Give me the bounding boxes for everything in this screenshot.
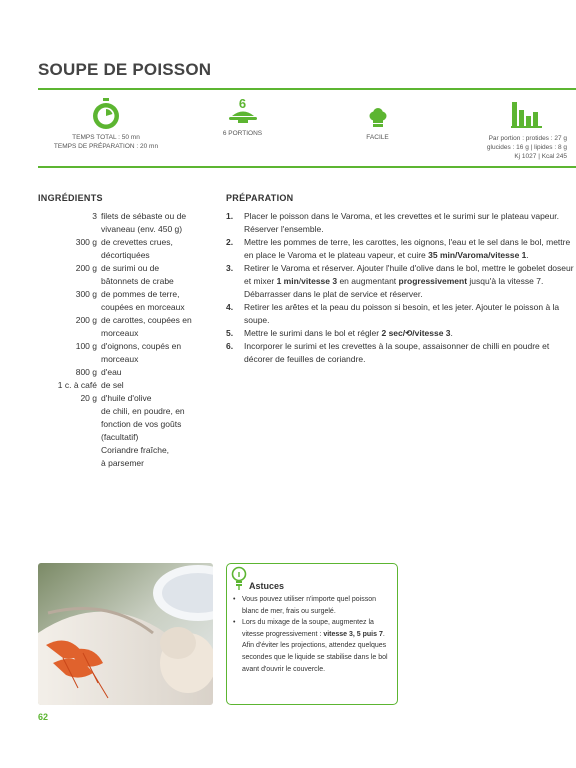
bullet-icon: •: [233, 596, 236, 603]
text-segment: 1 min: [276, 276, 299, 286]
preparation-step: [226, 262, 576, 301]
step-text: [244, 340, 576, 366]
page-number: 62: [38, 712, 49, 722]
ingredient-text: d'huile d'olive: [101, 393, 152, 403]
text-segment: ⟲: [405, 328, 413, 338]
tips-list: [233, 594, 393, 675]
text-segment: /: [298, 276, 302, 286]
preparation-step: [226, 236, 576, 262]
step-number: 3.: [226, 263, 234, 273]
text-segment: Mettre les pommes de terre, les carottes, les oignons, l'eau et le sel dans le bol, mettre en place le Varoma et le plateau vapeur, et cuire: [244, 237, 571, 260]
dish-photo: [38, 563, 213, 705]
text-segment: . Afin d'éviter les projections, attendez quelques secondes que le liquide se stabilise dans le bol avant d'ouvrir le couvercle.: [242, 630, 388, 673]
tips-title: Astuces: [249, 581, 285, 591]
ingredient-quantity: 200 g: [75, 263, 97, 273]
step-number: 2.: [226, 237, 234, 247]
step-text: [244, 236, 576, 262]
info-divider: [38, 166, 576, 168]
ingredient-row: [38, 366, 218, 379]
preparation-step: [226, 340, 576, 366]
ingredient-text: de surimi ou de bâtonnets de crabe: [101, 263, 174, 286]
ingredient-text: filets de sébaste ou de vivaneau (env. 450 g): [101, 211, 187, 234]
text-segment: vitesse 3: [301, 276, 338, 286]
time-info: [40, 98, 172, 151]
ingredient-quantity: [38, 444, 101, 470]
preparation-steps: [226, 210, 576, 366]
text-segment: progressivement: [398, 276, 468, 286]
ingredient-quantity: 300 g: [75, 237, 97, 247]
ingredient-quantity: 3: [92, 211, 97, 221]
recipe-title: SOUPE DE POISSON: [38, 60, 212, 79]
text-segment: Incorporer le surimi et les crevettes à la soupe, assaisonner de chilli en poudre et décorer de feuilles de coriandre.: [244, 341, 550, 364]
text-segment: 2 sec/: [381, 328, 406, 338]
step-number: 5.: [226, 328, 234, 338]
ingredient-text: de crevettes crues, décortiquées: [101, 237, 173, 260]
ingredient-text: de pommes de terre, coupées en morceaux: [101, 289, 185, 312]
ingredient-row: [38, 405, 218, 444]
ingredient-text: de chili, en poudre, en fonction de vos goûts (facultatif): [101, 406, 185, 442]
text-segment: en augmentant: [337, 276, 399, 286]
total-time: TEMPS TOTAL : 50 mn: [72, 134, 140, 141]
ingredient-row: [38, 392, 218, 405]
ingredient-row: [38, 379, 218, 392]
chef-hat-icon: [368, 108, 388, 128]
tip-item: [233, 617, 393, 675]
nutrition-line-3: Kj 1027 | Kcal 245: [514, 153, 567, 160]
ingredient-row: [38, 262, 218, 288]
bar-chart-icon: [511, 100, 543, 128]
text-segment: .: [526, 250, 529, 260]
stopwatch-icon: [92, 98, 120, 130]
dish-icon: [228, 110, 258, 124]
tip-text: [242, 617, 393, 675]
step-number: 1.: [226, 211, 234, 221]
ingredient-text: d'oignons, coupés en morceaux: [101, 341, 182, 364]
ingredient-row: [38, 236, 218, 262]
portions-label: 6 PORTIONS: [222, 130, 263, 137]
top-divider: [38, 88, 576, 90]
step-number: 4.: [226, 302, 234, 312]
ingredient-quantity: 20 g: [80, 393, 97, 403]
nutrition-line-2: glucides : 16 g | lipides : 8 g: [486, 144, 567, 151]
text-segment: Lors du mixage de la soupe, augmentez la vitesse progressivement :: [242, 619, 374, 638]
bullet-icon: •: [233, 619, 236, 627]
step-number: 6.: [226, 341, 234, 351]
ingredient-text: Coriandre fraîche, à parsemer: [101, 445, 170, 468]
text-segment: /vitesse 3: [412, 328, 451, 338]
ingredient-text: d'eau: [101, 367, 122, 377]
tip-item: [233, 594, 393, 617]
preparation-step: [226, 327, 576, 340]
step-text: [244, 210, 576, 236]
fish-seafood-image: [38, 563, 213, 705]
ingredient-quantity: 300 g: [75, 289, 97, 299]
portions-number: 6: [238, 96, 247, 111]
preparation-heading: PRÉPARATION: [226, 193, 294, 203]
ingredient-quantity: 800 g: [75, 367, 97, 377]
portions-info: [205, 98, 280, 138]
nutrition-info: [455, 100, 567, 161]
ingredient-quantity: 100 g: [75, 341, 97, 351]
tips-box: [226, 563, 398, 705]
ingredient-text: de carottes, coupées en morceaux: [101, 315, 192, 338]
ingredient-quantity: [38, 405, 101, 444]
text-segment: Placer le poisson dans le Varoma, et les crevettes et le surimi sur le plateau vapeur. Réserver l'ensemble.: [244, 211, 559, 234]
difficulty-label: FACILE: [366, 134, 389, 141]
ingredient-row: [38, 340, 218, 366]
ingredient-row: [38, 444, 218, 470]
ingredient-row: [38, 210, 218, 236]
text-segment: vitesse 3, 5 puis 7: [323, 630, 383, 638]
preparation-step: [226, 210, 576, 236]
text-segment: Vous pouvez utiliser n'importe quel poisson blanc de mer, frais ou surgelé.: [242, 596, 377, 615]
text-segment: .: [450, 328, 453, 338]
preparation-step: [226, 301, 576, 327]
ingredient-text: de sel: [101, 380, 124, 390]
ingredient-quantity: 200 g: [75, 315, 97, 325]
ingredient-row: [38, 288, 218, 314]
ingredients-heading: INGRÉDIENTS: [38, 193, 103, 203]
step-text: [244, 262, 576, 301]
ingredients-list: [38, 210, 218, 470]
prep-time: TEMPS DE PRÉPARATION : 20 mn: [53, 143, 159, 150]
step-text: [244, 327, 576, 340]
ingredient-quantity: 1 c. à café: [57, 380, 97, 390]
text-segment: jusqu'à la vitesse 7. Débarrasser dans le plat de service et réserver.: [244, 276, 544, 299]
ingredient-row: [38, 314, 218, 340]
tip-text: [242, 594, 393, 617]
text-segment: Retirer le Varoma et réserver. Ajouter l'huile d'olive dans le bol, mettre le gobelet doseur et mixer: [244, 263, 574, 286]
text-segment: 35 min/Varoma/vitesse 1: [428, 250, 527, 260]
text-segment: Retirer les arêtes et la peau du poisson si besoin, et les jeter. Ajouter le poisson à la soupe.: [244, 302, 560, 325]
lightbulb-icon: [231, 566, 247, 590]
nutrition-line-1: Par portion : protides : 27 g: [488, 135, 567, 142]
step-text: [244, 301, 576, 327]
text-segment: Mettre le surimi dans le bol et régler: [244, 328, 382, 338]
difficulty-info: [350, 108, 405, 142]
